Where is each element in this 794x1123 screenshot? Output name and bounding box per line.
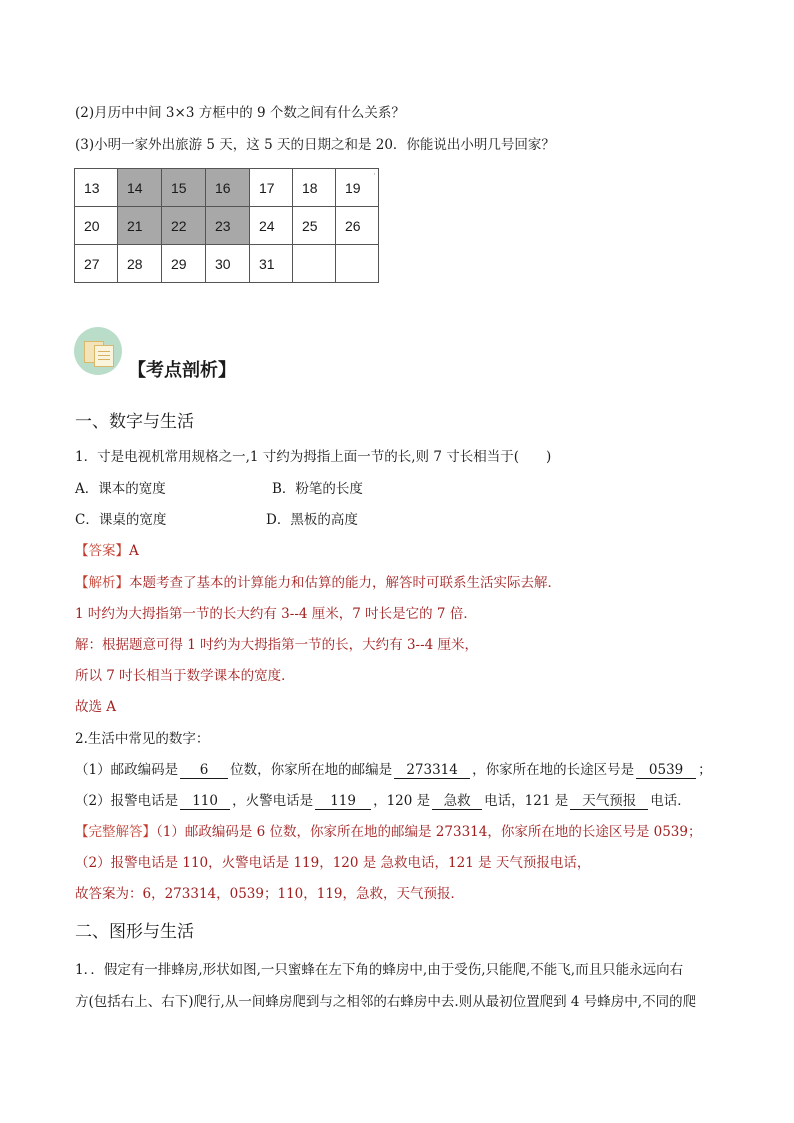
calendar-cell: 13: [75, 169, 118, 207]
answer-value: A: [129, 543, 139, 559]
text-segment: （2）报警电话是: [75, 793, 179, 809]
text-segment: 位数，你家所在地的邮编是: [230, 762, 393, 778]
calendar-cell-shaded: 16: [206, 169, 250, 207]
explanation-line-4: 故选 A: [75, 699, 117, 715]
question-3: (3)小明一家外出旅游 5 天，这 5 天的日期之和是 20．你能说出小明几号回家？: [75, 137, 555, 153]
analysis-line: [75, 571, 561, 591]
answer-line: [75, 539, 139, 559]
blank-police: 110: [180, 793, 230, 810]
option-d: D．黑板的高度: [266, 512, 358, 528]
calendar-row: [75, 207, 379, 245]
calendar-cell: 18: [293, 169, 336, 207]
calendar-cell: 30: [206, 245, 250, 283]
explanation-line-2: 解：根据题意可得 1 吋约为大拇指第一节的长，大约有 3--4 厘米，: [75, 637, 479, 653]
blank-120: 急救: [432, 789, 482, 810]
analysis-text: 本题考查了基本的计算能力和估算的能力，解答时可联系生活实际去解．: [129, 575, 561, 591]
fill-line-1: [75, 758, 712, 779]
text-segment: ，120 是: [373, 793, 431, 809]
question-2: (2)月历中中间 3×3 方框中的 9 个数之间有什么关系？: [75, 105, 405, 121]
blank-areacode: 0539: [636, 762, 696, 779]
text-segment: ；: [698, 762, 712, 778]
text-segment: （1）邮政编码是: [75, 762, 179, 778]
final-answer: 故答案为：6，273314，0539；110，119，急救，天气预报．: [75, 886, 465, 902]
calendar-cell: 28: [118, 245, 162, 283]
question-2-title: 2.生活中常见的数字：: [75, 731, 210, 747]
calendar-cell-shaded: 15: [162, 169, 206, 207]
text-segment: ，你家所在地的长途区号是: [472, 762, 635, 778]
full-solution-line-1: [75, 820, 701, 840]
answer-label: 【答案】: [75, 543, 129, 559]
calendar-cell: 17: [250, 169, 293, 207]
blank-fire: 119: [315, 793, 371, 810]
calendar-cell: 24: [250, 207, 293, 245]
calendar-cell: [336, 245, 379, 283]
calendar-cell: 29: [162, 245, 206, 283]
blank-digits: 6: [180, 762, 228, 779]
fill-line-2: [75, 789, 691, 810]
option-c: C．课桌的宽度: [75, 512, 167, 528]
calendar-cell: 20: [75, 207, 118, 245]
option-a: A．课本的宽度: [75, 481, 166, 497]
explanation-line-3: 所以 7 吋长相当于数学课本的宽度．: [75, 668, 295, 684]
calendar-cell-shaded: 21: [118, 207, 162, 245]
documents-icon: [74, 327, 122, 375]
calendar-cell: 25: [293, 207, 336, 245]
full-solution-text-1: （1）邮政编码是 6 位数，你家所在地的邮编是 273314，你家所在地的长途区号是 0539；: [156, 824, 702, 840]
section-2-heading: 二、图形与生活: [75, 922, 194, 942]
section-2-text-1: 1．．假定有一排蜂房,形状如图,一只蜜蜂在左下角的蜂房中,由于受伤,只能爬,不能飞,而且只能永远向右: [75, 962, 684, 978]
full-solution-line-2: （2）报警电话是 110，火警电话是 119，120 是 急救电话，121 是 天气预报电话，: [75, 855, 591, 871]
calendar-row: [75, 169, 379, 207]
blank-121: 天气预报: [570, 789, 648, 810]
blank-postcode: 273314: [394, 762, 470, 779]
explanation-line-1: 1 吋约为大拇指第一节的长大约有 3--4 厘米，7 吋长是它的 7 倍．: [75, 606, 477, 622]
dot-mark: ·: [373, 170, 376, 180]
calendar-cell-shaded: 14: [118, 169, 162, 207]
calendar-cell: 19: [336, 169, 379, 207]
full-solution-label: 【完整解答】: [75, 824, 156, 840]
calendar-table: [74, 168, 379, 283]
section-2-text-2: 方(包括右上、右下)爬行,从一间蜂房爬到与之相邻的右蜂房中去.则从最初位置爬到 4 号蜂房中,不同的爬: [75, 994, 697, 1010]
section-1-heading: 一、数字与生活: [75, 412, 194, 432]
calendar-cell-shaded: 23: [206, 207, 250, 245]
calendar-cell: 27: [75, 245, 118, 283]
calendar-cell-shaded: 22: [162, 207, 206, 245]
text-segment: 电话．: [650, 793, 691, 809]
calendar-cell: 26: [336, 207, 379, 245]
calendar-row: [75, 245, 379, 283]
kaodian-title: 【考点剖析】: [128, 360, 236, 381]
text-segment: 电话，121 是: [484, 793, 569, 809]
question-1-text: 1．寸是电视机常用规格之一,1 寸约为拇指上面一节的长,则 7 寸长相当于( ): [75, 449, 552, 465]
text-segment: ，火警电话是: [232, 793, 314, 809]
calendar-cell: 31: [250, 245, 293, 283]
calendar-cell: [293, 245, 336, 283]
option-b: B．粉笔的长度: [272, 481, 363, 497]
analysis-label: 【解析】: [75, 575, 129, 591]
